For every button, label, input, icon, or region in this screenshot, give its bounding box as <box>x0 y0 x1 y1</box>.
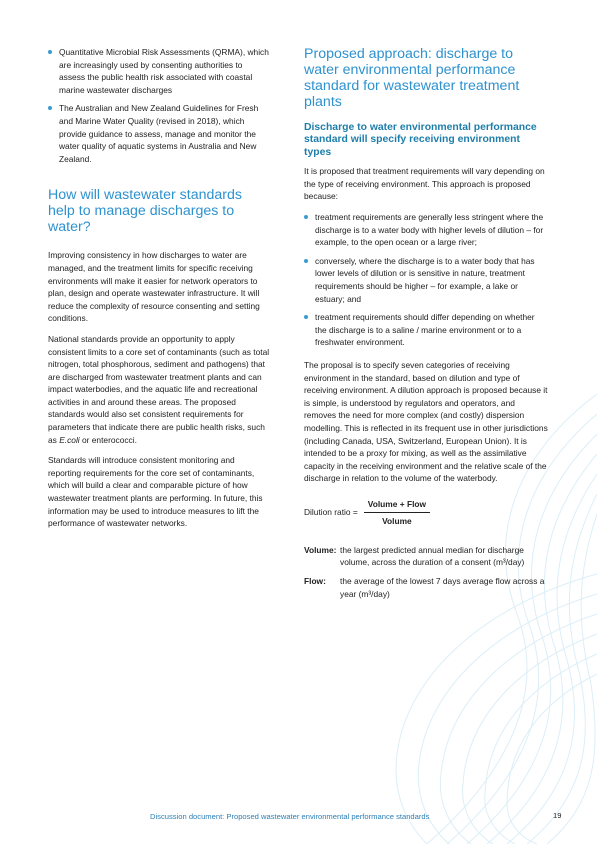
paragraph-text: National standards provide an opportunity to apply consistent limits to a core set of contaminants (such as total nitrogen, total phosphorous, sediment and pathogens) that are discharged from wastewater treatment plants and can impact waterbodies, and the aquatic life and recreational activities in and around these areas. The proposed standards would also set consistent requirements for parameters that indicate there are public health risks, such as <box>48 333 270 445</box>
section-heading-wastewater-standards: How will wastewater standards help to manage discharges to water? <box>48 187 242 236</box>
definition-flow <box>304 575 548 600</box>
bullet-icon <box>304 215 308 219</box>
paragraph <box>48 333 270 446</box>
footer-title: Discussion document: Proposed wastewater environmental performance standards <box>150 812 430 821</box>
list-item <box>48 46 270 96</box>
paragraph: Standards will introduce consistent monitoring and reporting requirements for the core set of contaminants, which will build a clear and comparable picture of how wastewater treatment plants are performing. In future, this information may be used to introduce measures to lift the performance of wastewater networks. <box>48 455 263 529</box>
definition-term: Flow: <box>304 576 326 587</box>
bullet-icon <box>304 315 308 319</box>
right-column <box>304 46 548 606</box>
subheading-receiving-environment: Discharge to water environmental performance standard will specify receiving environment types <box>304 122 537 158</box>
paragraph: It is proposed that treatment requirements will vary depending on the type of receiving environment. This approach is proposed because: <box>304 166 545 202</box>
list-item-text: treatment requirements are generally less stringent where the discharge is to a water body with higher levels of dilution – for example, to the open ocean or a large river; <box>315 212 544 248</box>
definition-term: Volume: <box>304 544 337 555</box>
definition-description: the average of the lowest 7 days average flow across a year (m³/day) <box>340 576 545 599</box>
dilution-ratio-formula <box>304 499 548 526</box>
italic-term: E.coli <box>59 434 80 445</box>
section-heading-proposed-approach: Proposed approach: discharge to water environmental performance standard for wastewater treatment plants <box>304 46 520 110</box>
list-item-text: treatment requirements should differ depending on whether the discharge is to a saline / marine environment or to a freshwater environment. <box>315 312 535 348</box>
list-item <box>304 255 548 305</box>
list-item-text: The Australian and New Zealand Guidelines for Fresh and Marine Water Quality (revised in 2018), which provide guidance to assess, manage and monitor the water quality of aquatic systems in Australia and New Zealand. <box>59 103 259 164</box>
bullet-icon <box>304 259 308 263</box>
paragraph: Improving consistency in how discharges to water are managed, and the treatment limits for specific receiving environments will make it easier for network operators to plan, design and operate wastewater infrastructure. It will reduce the complexity of resource consenting and setting conditions. <box>48 250 260 324</box>
definition-volume <box>304 544 548 569</box>
definition-description: the largest predicted annual median for discharge volume, across the duration of a consent (m³/day) <box>340 544 525 568</box>
list-item <box>304 311 548 349</box>
list-item-text: Quantitative Microbial Risk Assessments (QRMA), which are increasingly used by consenting authorities to assess the public health risk associated with coastal marine wastewater discharges <box>59 47 269 95</box>
right-bullet-list <box>304 211 548 349</box>
paragraph: The proposal is to specify seven categories of receiving environment in the standard, based on dilution and type of receiving environment. A dilution approach is proposed because it is simple, is understood by regulators and operators, and removes the need for more complex (and costly) dispersion modelling. This is reflected in its frequent use in other jurisdictions (including Canada, USA, Switzerland, European Union). It is intended to be a proxy for mixing, as well as the assimilative capacity in the receiving environment and the relative scale of the discharge in relation to the volume of the waterbody. <box>304 359 548 484</box>
bullet-icon <box>48 50 52 54</box>
bullet-icon <box>48 106 52 110</box>
left-column <box>48 46 270 538</box>
list-item <box>304 211 548 249</box>
left-bullet-list <box>48 46 270 165</box>
list-item <box>48 102 270 165</box>
formula-label: Dilution ratio = <box>304 507 358 518</box>
paragraph-text: or enterococci. <box>79 434 137 445</box>
page-number: 19 <box>553 811 562 820</box>
formula-fraction <box>364 499 430 526</box>
formula-denominator: Volume <box>382 515 412 526</box>
list-item-text: conversely, where the discharge is to a water body that has lower levels of dilution or is sensitive in nature, treatment requirements should be higher – for example, a lake or estuary; and <box>315 255 535 304</box>
formula-numerator: Volume + Flow <box>364 499 430 513</box>
